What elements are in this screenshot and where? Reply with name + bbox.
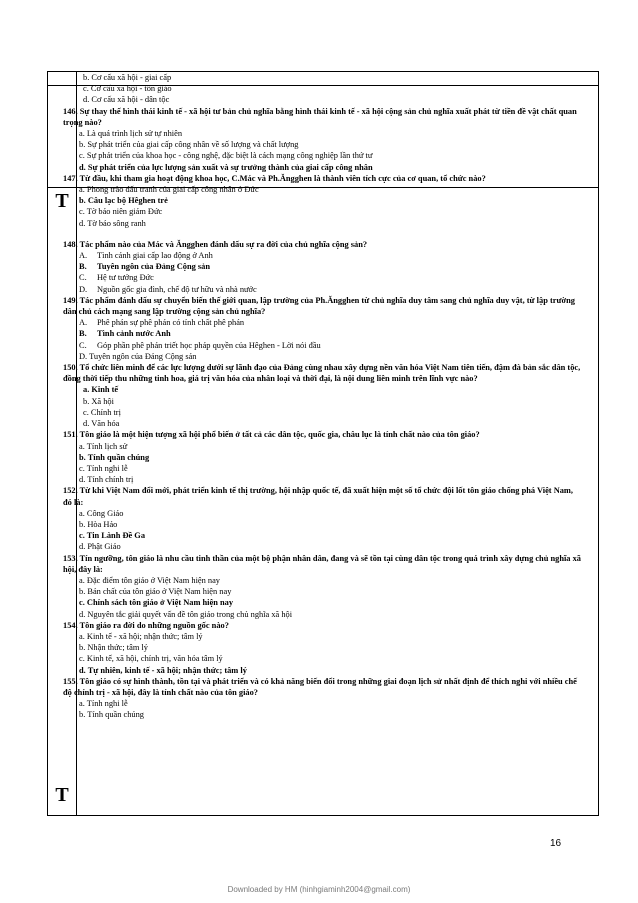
page-number: 16 xyxy=(550,838,562,849)
answer-option: a. Phong trào đấu tranh của giai cấp công nhân ở Đức xyxy=(79,185,259,195)
option-letter: C. xyxy=(79,340,87,350)
answer-option: d. Phật Giáo xyxy=(79,542,121,552)
question-text: 147. Từ đầu, khi tham gia hoạt động khoa học, C.Mác và Ph.Ăngghen là thành viên tích cực của cơ quan, tổ chức nào? xyxy=(63,173,486,183)
question-list xyxy=(63,72,583,721)
answer-option: d. Sự phát triển của lực lượng sản xuất và sự trưởng thành của giai cấp công nhân xyxy=(79,162,373,172)
answer-option xyxy=(63,250,583,261)
answer-option: a. Công Giáo xyxy=(79,508,124,518)
answer-option: c. Chính sách tôn giáo ở Việt Nam hiện nay xyxy=(79,598,234,608)
question-text: 149. Tác phẩm đánh dấu sự chuyển biến thế giới quan, lập trường của Ph.Ăngghen từ chủ nghĩa duy tâm sang chủ nghĩa duy vật, từ lập trường dân chủ cách mạng sang lập trường cộng sản chủ nghĩa? xyxy=(63,295,575,317)
answer-option: c. Tin Lành Đề Ga xyxy=(79,531,146,541)
answer-option xyxy=(63,261,583,272)
question-text: 152. Từ khi Việt Nam đổi mới, phát triển kinh tế thị trường, hội nhập quốc tế, đã xuất hiện một số tổ chức đội lốt tôn giáo chống phá Việt Nam, đó là: xyxy=(63,486,573,507)
answer-option: b. Bản chất của tôn giáo ở Việt Nam hiện nay xyxy=(79,587,232,597)
answer-option xyxy=(63,272,583,283)
answer-option: b. Tính quần chúng xyxy=(79,710,144,720)
option-text: Phê phán sự phê phán có tính chất phê phán xyxy=(97,318,245,328)
option-text: Nguồn gốc gia đình, chế độ tư hữu và nhà nước xyxy=(97,284,257,294)
answer-option: d. Cơ cấu xã hội - dân tộc xyxy=(83,95,170,105)
question-text: 146. Sự thay thế hình thái kinh tế - xã hội tư bản chủ nghĩa bằng hình thái kinh tế - xã hội cộng sản chủ nghĩa xuất phát từ tiền đề vật chất quan trọng nào? xyxy=(63,106,577,127)
answer-option: b. Câu lạc bộ Hêghen trẻ xyxy=(79,196,168,206)
answer-option: b. Sự phát triển của giai cấp công nhân về số lượng và chất lượng xyxy=(79,140,299,150)
option-text: Hệ tư tưởng Đức xyxy=(97,273,154,283)
option-letter: D. xyxy=(79,284,88,294)
answer-option: d. Tự nhiên, kinh tế - xã hội; nhận thức; tâm lý xyxy=(79,665,247,675)
question-text: 153. Tín ngưỡng, tôn giáo là nhu cầu tinh thần của một bộ phận nhân dân, đang và sẽ tồn tại cùng dân tộc trong quá trình xây dựng chủ nghĩa xã hội, đây là: xyxy=(63,553,581,574)
answer-option: c. Chính trị xyxy=(83,407,121,417)
answer-option: a. Tính nghi lễ xyxy=(79,699,128,709)
spacer xyxy=(63,229,583,239)
answer-option: a. Kinh tế - xã hội; nhận thức; tâm lý xyxy=(79,631,203,641)
answer-option xyxy=(63,328,583,339)
option-text: Tuyên ngôn của Đảng Cộng sản xyxy=(97,262,211,272)
answer-option: b. Nhận thức; tâm lý xyxy=(79,643,148,653)
answer-option: a. Là quá trình lịch sử tự nhiên xyxy=(79,129,183,139)
option-letter: C. xyxy=(79,273,87,283)
answer-option xyxy=(63,317,583,328)
option-letter: B. xyxy=(79,329,87,339)
question-text: 155. Tôn giáo có sự hình thành, tồn tại và phát triển và có khả năng biến đổi trong những giai đoạn lịch sử nhất định để thích nghi với nhiều chế độ chính trị - xã hội, đây là tính chất nào của tôn giáo? xyxy=(63,676,577,697)
question-text: 151. Tôn giáo là một hiện tượng xã hội phổ biến ở tất cả các dân tộc, quốc gia, châu lục là tính chất nào của tôn giáo? xyxy=(63,430,480,440)
answer-option: c. Cơ cấu xã hội - tôn giáo xyxy=(83,84,172,94)
option-letter: A. xyxy=(79,251,88,261)
answer-option: d. Nguyên tắc giải quyết vấn đề tôn giáo trong chủ nghĩa xã hội xyxy=(79,609,293,619)
question-text: 154. Tôn giáo ra đời do những nguồn gốc nào? xyxy=(63,620,229,630)
option-text: Tình cảnh nước Anh xyxy=(97,329,171,339)
answer-option: c. Tính nghi lễ xyxy=(79,463,128,473)
answer-option: c. Sự phát triển của khoa học - công nghệ, đặc biệt là cách mạng công nghiệp lần thứ tư xyxy=(79,151,373,161)
answer-option xyxy=(63,284,583,295)
answer-option xyxy=(63,340,583,351)
answer-option: c. Tờ báo niên giám Đức xyxy=(79,207,163,217)
answer-option: a. Đặc điểm tôn giáo ở Việt Nam hiện nay xyxy=(79,575,220,585)
margin-letter: T xyxy=(55,190,69,212)
download-footer: Downloaded by HM (hinhgiaminh2004@gmail.com) xyxy=(227,885,411,894)
answer-option: b. Cơ cấu xã hội - giai cấp xyxy=(83,73,172,82)
answer-option: D. Tuyên ngôn của Đảng Cộng sản xyxy=(79,351,197,361)
question-text: 150. Tổ chức liên minh để các lực lượng dưới sự lãnh đạo của Đảng cùng nhau xây dựng nền văn hóa Việt Nam tiên tiến, đậm đà bản sắc dân tộc, đồng thời tiếp thu những tinh hoa, giá trị văn hóa của nhân loại và thời đại, là nội dung liên minh trên lĩnh vực nào? xyxy=(63,363,581,384)
answer-option: b. Xã hội xyxy=(83,396,114,406)
answer-option: a. Tính lịch sử xyxy=(79,441,128,451)
answer-option: d. Tờ báo sông ranh xyxy=(79,218,146,228)
answer-option: b. Hòa Hảo xyxy=(79,519,118,529)
option-letter: A. xyxy=(79,318,88,328)
option-letter: B. xyxy=(79,262,87,272)
question-text: 148. Tác phẩm nào của Mác và Ăngghen đánh dấu sự ra đời của chủ nghĩa cộng sản? xyxy=(63,239,368,249)
option-text: Góp phần phê phán triết học pháp quyền của Hêghen - Lời nói đầu xyxy=(97,340,321,350)
answer-option: c. Kinh tế, xã hội, chính trị, văn hóa tâm lý xyxy=(79,654,223,664)
answer-option: d. Tính chính trị xyxy=(79,475,134,485)
margin-letter: T xyxy=(55,784,69,806)
page-frame xyxy=(47,71,599,816)
answer-option: a. Kinh tế xyxy=(83,385,119,395)
option-text: Tình cảnh giai cấp lao động ở Anh xyxy=(97,251,213,261)
answer-option: d. Văn hóa xyxy=(83,419,120,429)
answer-option: b. Tính quần chúng xyxy=(79,452,150,462)
